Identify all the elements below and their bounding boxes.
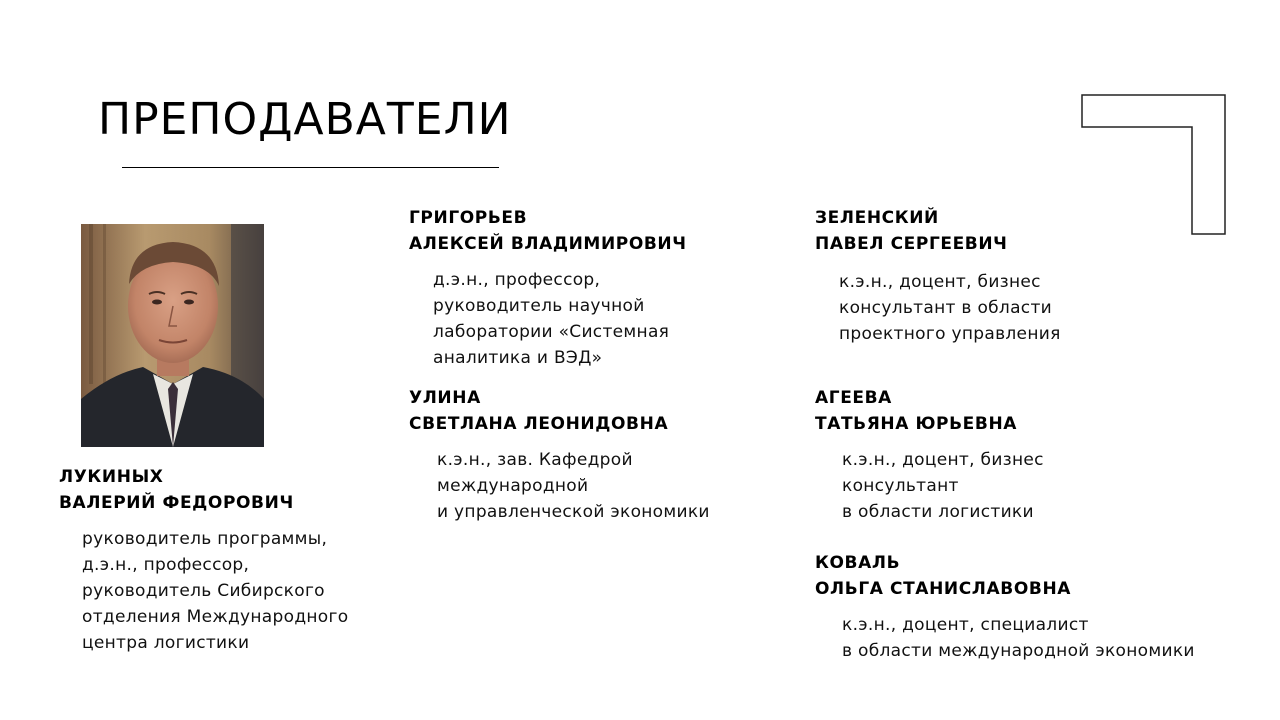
given-names: ВАЛЕРИЙ ФЕДОРОВИЧ bbox=[59, 493, 294, 513]
corner-decoration bbox=[1080, 93, 1230, 238]
given-names: СВЕТЛАНА ЛЕОНИДОВНА bbox=[409, 414, 669, 434]
surname: ЛУКИНЫХ bbox=[59, 467, 164, 487]
person-name bbox=[59, 464, 294, 516]
surname: АГЕЕВА bbox=[815, 388, 892, 408]
person-description: к.э.н., доцент, бизнес консультант в области проектного управления bbox=[839, 272, 1061, 344]
person-description: к.э.н., зав. Кафедрой международной и управленческой экономики bbox=[437, 450, 710, 522]
surname: ЗЕЛЕНСКИЙ bbox=[815, 208, 939, 228]
surname: КОВАЛЬ bbox=[815, 553, 901, 573]
person-name bbox=[409, 385, 668, 437]
person-name bbox=[409, 205, 687, 257]
surname: УЛИНА bbox=[409, 388, 481, 408]
person-name bbox=[815, 550, 1071, 602]
title-divider bbox=[122, 167, 499, 168]
person-description: к.э.н., доцент, бизнес консультант в области логистики bbox=[842, 450, 1044, 522]
person-name bbox=[815, 205, 1008, 257]
given-names: АЛЕКСЕЙ ВЛАДИМИРОВИЧ bbox=[409, 234, 687, 254]
person-name bbox=[815, 385, 1017, 437]
person-description: руководитель программы, д.э.н., профессор, руководитель Сибирского отделения Международного центра логистики bbox=[82, 529, 349, 653]
person-description: к.э.н., доцент, специалист в области международной экономики bbox=[842, 615, 1195, 661]
given-names: ПАВЕЛ СЕРГЕЕВИЧ bbox=[815, 234, 1008, 254]
page-title: ПРЕПОДАВАТЕЛИ bbox=[98, 94, 512, 145]
surname: ГРИГОРЬЕВ bbox=[409, 208, 528, 228]
given-names: ОЛЬГА СТАНИСЛАВОВНА bbox=[815, 579, 1072, 599]
person-description: д.э.н., профессор, руководитель научной лаборатории «Системная аналитика и ВЭД» bbox=[433, 270, 670, 368]
given-names: ТАТЬЯНА ЮРЬЕВНА bbox=[815, 414, 1018, 434]
portrait-photo bbox=[81, 224, 264, 447]
